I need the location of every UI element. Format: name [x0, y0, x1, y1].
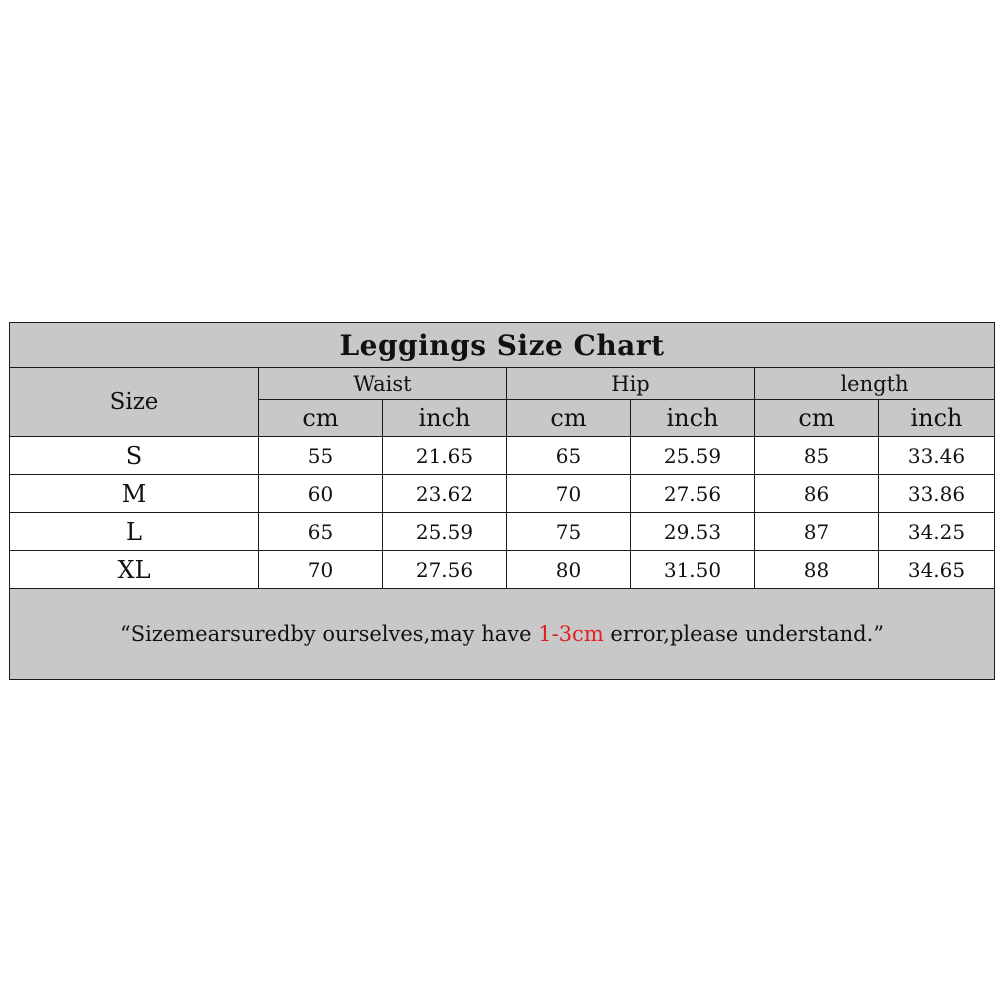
length-cm-cell: 88 [755, 551, 879, 589]
table-row [10, 475, 995, 513]
hip-cm-cell: 65 [507, 437, 631, 475]
waist-cm-cell: 65 [259, 513, 383, 551]
hip-inch-cell: 25.59 [631, 437, 755, 475]
waist-cm-header: cm [259, 400, 383, 437]
waist-cm-cell: 55 [259, 437, 383, 475]
waist-inch-cell: 21.65 [383, 437, 507, 475]
hip-inch-cell: 29.53 [631, 513, 755, 551]
waist-inch-header: inch [383, 400, 507, 437]
hip-cm-cell: 80 [507, 551, 631, 589]
table-row [10, 551, 995, 589]
chart-title: Leggings Size Chart [10, 323, 995, 368]
waist-inch-cell: 27.56 [383, 551, 507, 589]
hip-cm-cell: 75 [507, 513, 631, 551]
note-text-before: “Sizemearsuredby ourselves,may have [119, 622, 539, 646]
table-row [10, 513, 995, 551]
length-cm-cell: 87 [755, 513, 879, 551]
length-inch-cell: 34.65 [879, 551, 995, 589]
length-cm-cell: 85 [755, 437, 879, 475]
size-column-header: Size [10, 368, 259, 437]
waist-cm-cell: 60 [259, 475, 383, 513]
hip-inch-cell: 27.56 [631, 475, 755, 513]
length-group-header: length [755, 368, 995, 400]
length-cm-cell: 86 [755, 475, 879, 513]
length-inch-cell: 33.86 [879, 475, 995, 513]
waist-group-header: Waist [259, 368, 507, 400]
waist-inch-cell: 23.62 [383, 475, 507, 513]
waist-inch-cell: 25.59 [383, 513, 507, 551]
length-inch-cell: 34.25 [879, 513, 995, 551]
hip-inch-cell: 31.50 [631, 551, 755, 589]
length-cm-header: cm [755, 400, 879, 437]
measurement-note [10, 589, 995, 680]
hip-inch-header: inch [631, 400, 755, 437]
hip-group-header: Hip [507, 368, 755, 400]
size-label: S [10, 437, 259, 475]
length-inch-header: inch [879, 400, 995, 437]
hip-cm-cell: 70 [507, 475, 631, 513]
hip-cm-header: cm [507, 400, 631, 437]
size-label: M [10, 475, 259, 513]
size-label: L [10, 513, 259, 551]
waist-cm-cell: 70 [259, 551, 383, 589]
size-label: XL [10, 551, 259, 589]
table-row [10, 437, 995, 475]
note-text-after: error,please understand.” [603, 622, 885, 646]
length-inch-cell: 33.46 [879, 437, 995, 475]
size-table [9, 322, 995, 680]
size-chart [9, 322, 994, 680]
note-error-range: 1-3cm [538, 622, 604, 646]
